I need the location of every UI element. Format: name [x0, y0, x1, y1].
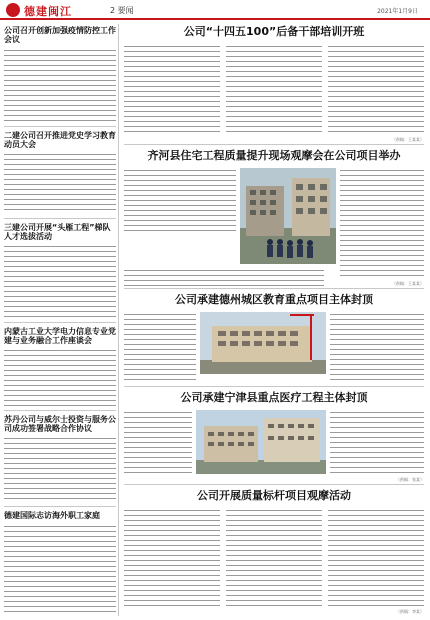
article-divider: [4, 218, 116, 219]
article-divider: [124, 386, 424, 387]
company-logo-icon: [6, 3, 20, 17]
left-headline: 内蒙古工业大学电力信息专业党建与业务融合工作座谈会: [4, 327, 116, 346]
byline: （供稿：王某某）: [392, 137, 424, 142]
site-photo: [240, 168, 336, 264]
left-headline: 二建公司召开推进党史学习教育动员大会: [4, 131, 116, 150]
article-divider: [124, 484, 424, 485]
issue-date: 2021年1月9日: [377, 8, 418, 15]
byline: （供稿：王某某）: [392, 281, 424, 286]
article-divider: [4, 126, 116, 127]
left-headline: 公司召开创新加强疫情防控工作会议: [4, 26, 116, 45]
main-headline: 公司承建德州城区教育重点项目主体封顶: [175, 293, 373, 306]
page-number: 2 要闻: [110, 6, 134, 15]
masthead-title: 德建闽江: [24, 5, 72, 18]
main-headline: 公司承建宁津县重点医疗工程主体封顶: [180, 391, 368, 404]
article-text: [4, 524, 116, 614]
main-headline: 齐河县住宅工程质量提升现场观摩会在公司项目举办: [147, 149, 401, 162]
byline: （供稿：李某）: [396, 609, 424, 614]
article-text: [124, 410, 192, 476]
article-text: [226, 508, 322, 608]
article-text: [330, 312, 424, 380]
article-text: [340, 168, 424, 280]
article-text: [124, 168, 236, 234]
article-text: [4, 348, 116, 406]
article-text: [330, 410, 424, 476]
article-text: [4, 436, 116, 502]
left-headline: 三建公司开展“头雁工程”梯队人才选拔活动: [4, 223, 111, 242]
article-text: [328, 44, 424, 136]
article-text: [4, 244, 116, 318]
article-text: [124, 508, 220, 608]
article-text: [328, 508, 424, 608]
left-headline: 德建国际志访海外职工家庭: [4, 511, 100, 520]
article-divider: [4, 410, 116, 411]
main-headline: 公司开展质量标杆项目观摩活动: [197, 489, 351, 502]
article-divider: [4, 322, 116, 323]
article-text: [124, 44, 220, 136]
article-text: [124, 268, 324, 288]
article-text: [124, 312, 196, 380]
column-divider: [118, 24, 119, 616]
hospital-photo: [196, 410, 326, 474]
masthead: [0, 0, 430, 20]
article-text: [226, 44, 322, 136]
article-divider: [124, 144, 424, 145]
article-text: [4, 152, 116, 214]
left-headline: 苏丹公司与威尔士投资与服务公司成功签署战略合作协议: [4, 415, 116, 434]
article-text: [4, 48, 116, 122]
main-headline: 公司“十四五100”后备干部培训开班: [183, 25, 365, 38]
byline: （供稿：张某）: [396, 477, 424, 482]
article-divider: [124, 288, 424, 289]
article-divider: [4, 506, 116, 507]
building-photo: [200, 312, 326, 374]
